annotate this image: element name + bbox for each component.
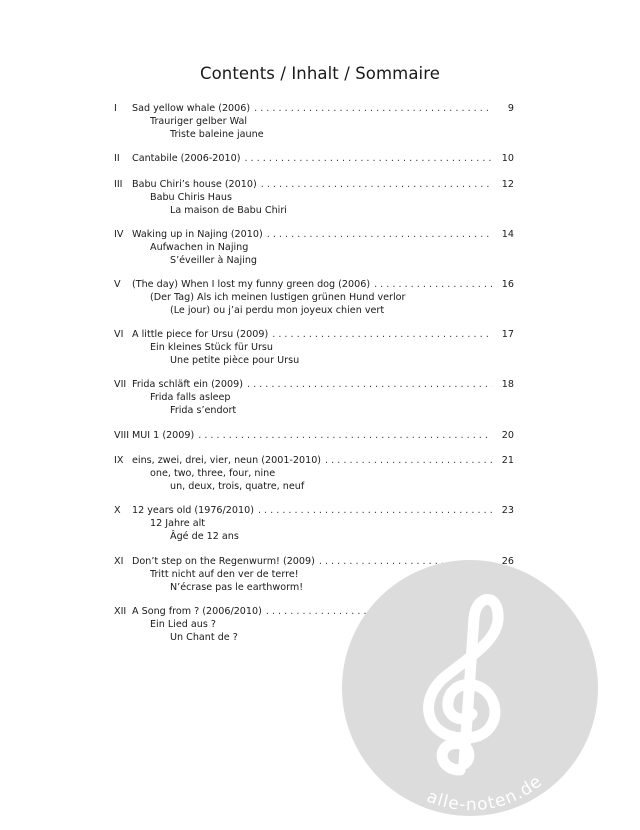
entry-title-french: La maison de Babu Chiri [170,205,287,216]
toc-entry [114,429,514,442]
entry-number: VI [114,329,124,340]
entry-title: A Song from ? (2006/2010) [132,606,262,617]
entry-number: I [114,103,117,114]
toc-entry [114,278,514,317]
toc-row [114,454,514,467]
entry-title-german: Babu Chiris Haus [150,192,232,203]
entry-number: III [114,179,123,190]
page-title: Contents / Inhalt / Sommaire [199,64,441,83]
entry-number: VII [114,379,127,390]
dot-leader [244,152,492,165]
entry-title: Waking up in Najing (2010) [132,229,263,240]
entry-number: X [114,505,121,516]
entry-title: Don’t step on the Regenwurm! (2009) [132,556,315,567]
entry-number: VIII [114,430,130,441]
entry-title-german: one, two, three, four, nine [150,468,276,479]
toc-entry [114,378,514,417]
entry-title-german: Tritt nicht auf den ver de terre! [150,569,299,580]
toc-entry [114,228,514,267]
entry-title-german: Ein kleines Stück für Ursu [150,342,273,353]
entry-page: 17 [501,329,514,340]
entry-title-french: S’éveiller à Najing [170,255,257,266]
toc-entry [114,178,514,217]
entry-number: V [114,279,121,290]
entry-number: IX [114,455,124,466]
entry-title-french: Frida s’endort [170,405,237,416]
entry-title-german: Trauriger gelber Wal [150,116,248,127]
entry-number: XII [114,606,127,617]
toc-entry [114,328,514,367]
entry-title-french: Âgé de 12 ans [170,531,239,542]
entry-number: IV [114,229,124,240]
entry-page: 20 [501,430,514,441]
dot-leader [254,102,492,115]
entry-title-french: N’écrase pas le earthworm! [170,582,304,593]
entry-title: Sad yellow whale (2006) [132,103,251,114]
toc-entry [114,504,514,543]
dot-leader [258,504,492,517]
entry-title-german: (Der Tag) Als ich meinen lustigen grünen Hund verlor [150,292,406,303]
entry-number: II [114,153,120,164]
toc-row [114,378,514,391]
dot-leader [198,429,492,442]
entry-page: 21 [501,455,514,466]
entry-title-french: Une petite pièce pour Ursu [170,355,300,366]
toc-entry [114,152,514,165]
entry-title: Babu Chiri’s house (2010) [132,179,257,190]
watermark-logo [340,558,600,818]
entry-page: 14 [501,229,514,240]
toc-row [114,429,514,442]
entry-title-french: (Le jour) ou j’ai perdu mon joyeux chien vert [170,305,385,316]
entry-page: 26 [501,556,514,567]
dot-leader [261,178,492,191]
entry-number: XI [114,556,124,567]
entry-title-german: 12 Jahre alt [150,518,206,529]
entry-page: 16 [501,279,514,290]
entry-page: 18 [501,379,514,390]
toc-entry [114,102,514,141]
entry-title-german: Ein Lied aus ? [150,619,217,630]
toc-row [114,278,514,291]
toc-entry [114,454,514,493]
entry-title: Cantabile (2006-2010) [132,153,241,164]
watermark-text: alle-noten.de [423,771,547,816]
entry-title-german: Aufwachen in Najing [150,242,249,253]
toc-row [114,504,514,517]
entry-title: A little piece for Ursu (2009) [132,329,269,340]
dot-leader [272,328,492,341]
dot-leader [247,378,492,391]
toc-row [114,178,514,191]
entry-page: 9 [507,103,514,114]
entry-page: 23 [501,505,514,516]
toc-row [114,228,514,241]
toc-row [114,102,514,115]
dot-leader [267,228,492,241]
entry-title: Frida schläft ein (2009) [132,379,243,390]
toc-row [114,328,514,341]
entry-title-french: Un Chant de ? [170,632,238,643]
entry-title: MUI 1 (2009) [132,430,195,441]
entry-page: 12 [501,179,514,190]
entry-title: (The day) When I lost my funny green dog (2006) [132,279,371,290]
entry-title: 12 years old (1976/2010) [132,505,254,516]
entry-title-french: un, deux, trois, quatre, neuf [170,481,305,492]
entry-title-german: Frida falls asleep [150,392,231,403]
entry-title: eins, zwei, drei, vier, neun (2001-2010) [132,455,322,466]
toc-row [114,152,514,165]
dot-leader [325,454,492,467]
entry-page: 10 [501,153,514,164]
entry-title-french: Triste baleine jaune [170,129,264,140]
dot-leader [374,278,492,291]
